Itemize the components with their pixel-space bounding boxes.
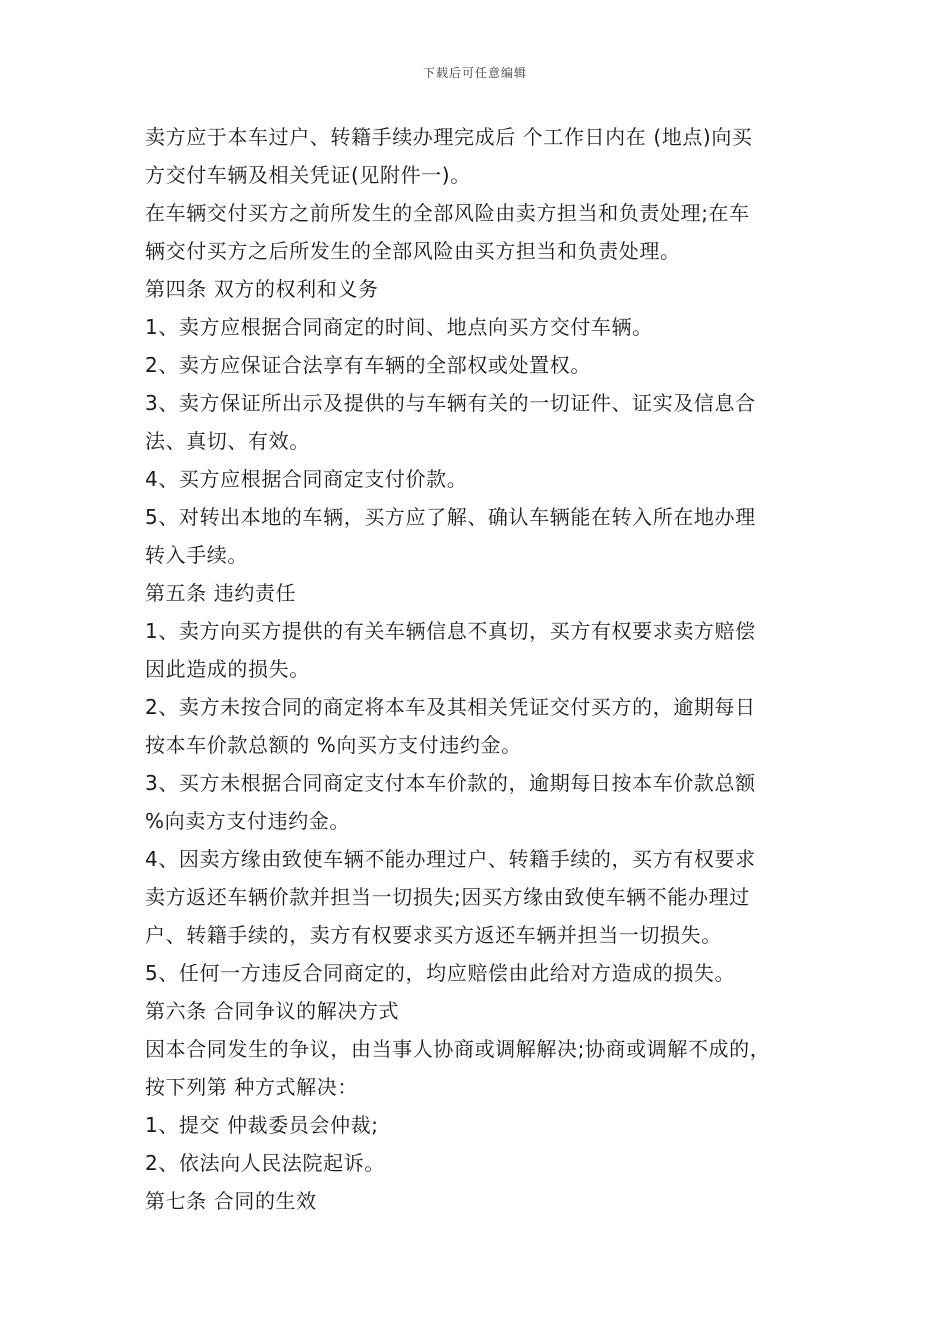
text-line: 2、卖方应保证合法享有车辆的全部权或处置权。 — [145, 353, 591, 377]
text-line: 在车辆交付买方之前所发生的全部风险由卖方担当和负责处理;在车 — [145, 201, 750, 225]
section-heading: 第七条 合同的生效 — [145, 1189, 317, 1213]
text-line: 1、提交 仲裁委员会仲裁; — [145, 1113, 379, 1137]
text-line: 2、依法向人民法院起诉。 — [145, 1151, 385, 1175]
text-line: 卖方返还车辆价款并担当一切损失;因买方缘由致使车辆不能办理过 — [145, 885, 750, 909]
text-line: 3、买方未根据合同商定支付本车价款的，逾期每日按本车价款总额 — [145, 771, 756, 795]
text-line: 4、买方应根据合同商定支付价款。 — [145, 467, 468, 491]
text-line: 5、任何一方违反合同商定的，均应赔偿由此给对方造成的损失。 — [145, 961, 736, 985]
text-line: 1、卖方应根据合同商定的时间、地点向买方交付车辆。 — [145, 315, 653, 339]
text-line: 转入手续。 — [145, 543, 248, 567]
text-line: 因本合同发生的争议，由当事人协商或调解解决;协商或调解不成的， — [145, 1037, 771, 1061]
page-header: 下载后可任意编辑 — [422, 66, 527, 80]
section-heading: 第六条 合同争议的解决方式 — [145, 999, 400, 1023]
text-line: 按下列第 种方式解决： — [145, 1075, 358, 1099]
text-line: 辆交付买方之后所发生的全部风险由买方担当和负责处理。 — [145, 239, 681, 263]
text-line: 法、真切、有效。 — [145, 429, 310, 453]
text-line: %向卖方支付违约金。 — [145, 809, 351, 833]
text-line: 卖方应于本车过户、转籍手续办理完成后 个工作日内在 (地点)向买 — [145, 125, 753, 149]
text-line: 3、卖方保证所出示及提供的与车辆有关的一切证件、证实及信息合 — [145, 391, 756, 415]
text-line: 因此造成的损失。 — [145, 657, 310, 681]
document-body — [145, 118, 825, 1220]
text-line: 方交付车辆及相关凭证(见附件一)。 — [145, 163, 471, 187]
text-line: 1、卖方向买方提供的有关车辆信息不真切，买方有权要求卖方赔偿 — [145, 619, 756, 643]
text-line: 户、转籍手续的，卖方有权要求买方返还车辆并担当一切损失。 — [145, 923, 722, 947]
text-line: 4、因卖方缘由致使车辆不能办理过户、转籍手续的，买方有权要求 — [145, 847, 756, 871]
text-line: 5、对转出本地的车辆，买方应了解、确认车辆能在转入所在地办理 — [145, 505, 756, 529]
section-heading: 第五条 违约责任 — [145, 581, 297, 605]
section-heading: 第四条 双方的权利和义务 — [145, 277, 379, 301]
text-line: 按本车价款总额的 %向买方支付违约金。 — [145, 733, 522, 757]
text-line: 2、卖方未按合同的商定将本车及其相关凭证交付买方的，逾期每日 — [145, 695, 756, 719]
